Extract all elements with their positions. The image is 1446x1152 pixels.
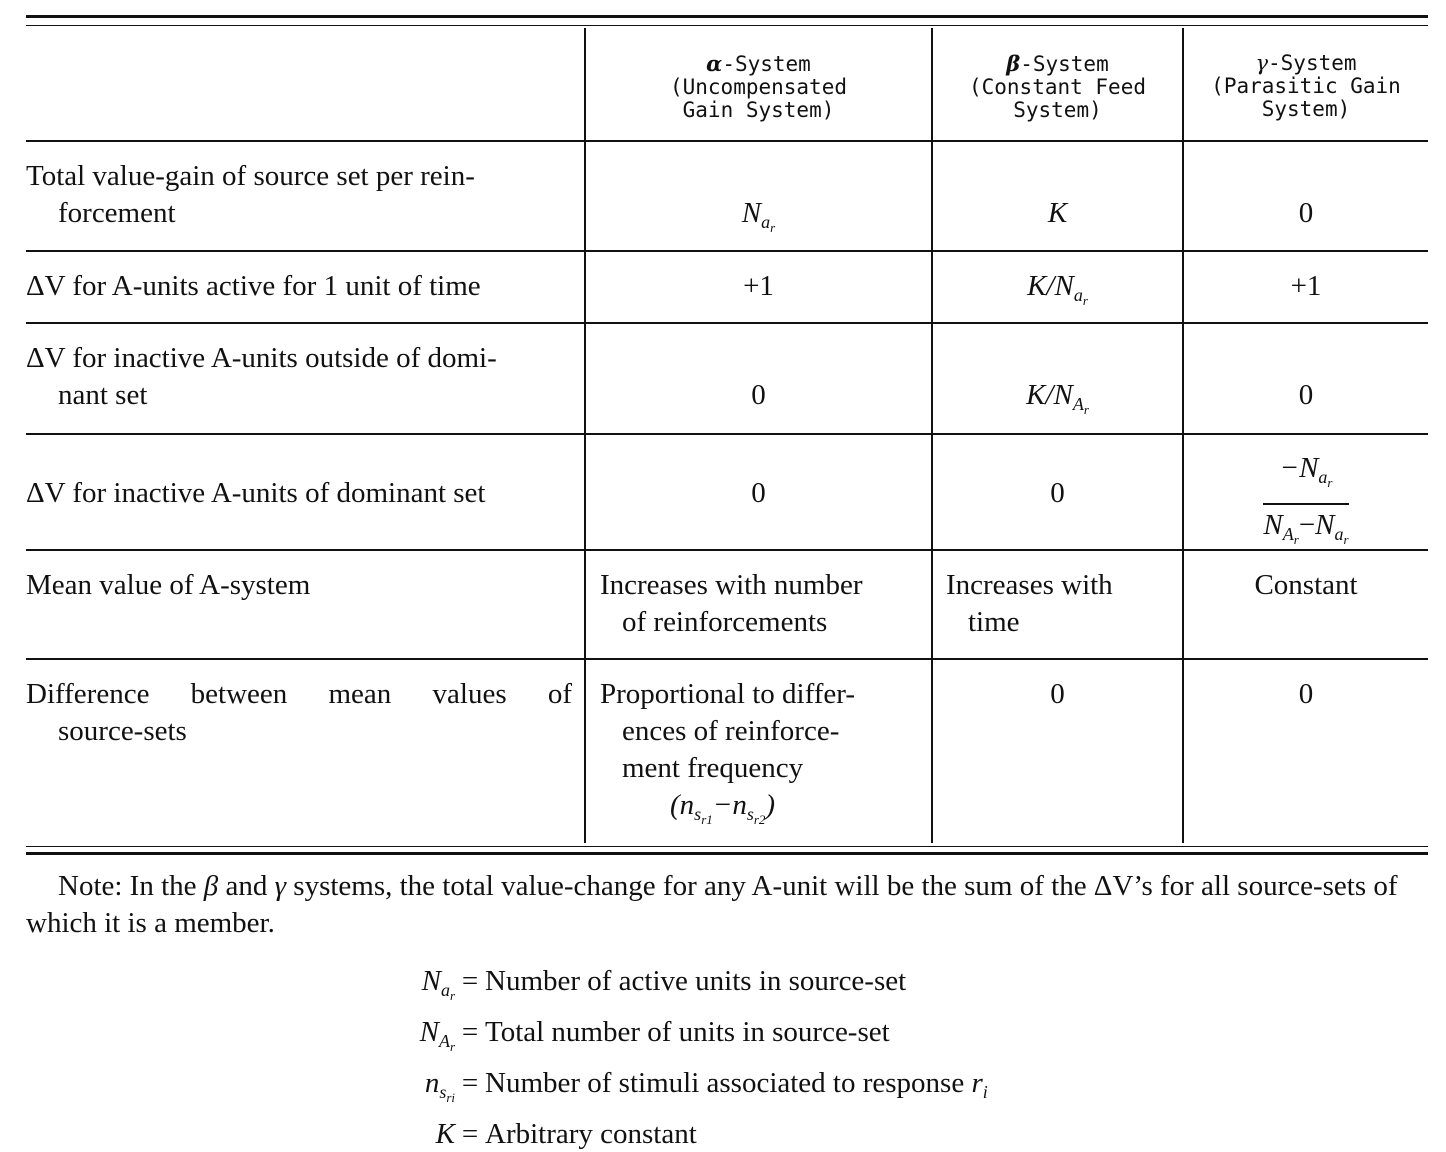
fraction-denominator: $N_{A_r}-N_{a_r}$ xyxy=(1263,509,1349,547)
row-label-6-line1: Difference between mean values of xyxy=(26,678,572,710)
column-header-beta xyxy=(935,52,1180,122)
legend-symbol: $N_{A_r}$ xyxy=(419,1016,455,1054)
cell-r1-beta: K xyxy=(1047,197,1068,229)
math-subscript: ar xyxy=(761,212,776,235)
row-label-1 xyxy=(26,158,582,232)
legend-row xyxy=(340,1116,988,1152)
row-label-3 xyxy=(26,340,582,414)
row-rule-5 xyxy=(26,658,1428,660)
legend-description: Arbitrary constant xyxy=(485,1118,697,1150)
cell-r5-alpha-line1: Increases with number xyxy=(600,569,863,601)
gamma-symbol: γ xyxy=(1255,51,1269,75)
alpha-symbol: α xyxy=(706,51,723,76)
column-header-gamma-line2: System) xyxy=(1261,97,1351,121)
symbol-legend xyxy=(340,963,988,1152)
row-label-2 xyxy=(26,268,582,305)
row-label-3-line1: ΔV for inactive A-units outside of domi- xyxy=(26,342,497,374)
column-header-alpha-line1: (Uncompensated xyxy=(669,75,847,99)
row-label-1-line1: Total value-gain of source set per rein- xyxy=(26,160,475,192)
cell-r3-beta xyxy=(935,377,1180,428)
column-header-alpha xyxy=(588,52,929,122)
legend-equals: = xyxy=(461,1016,479,1048)
cell-r6-alpha-line1: Proportional to differ- xyxy=(600,678,855,710)
row-label-6-line2: source-sets xyxy=(58,715,187,747)
row-label-4 xyxy=(26,475,582,512)
column-divider-3 xyxy=(1182,28,1184,843)
row-rule-2 xyxy=(26,322,1428,324)
cell-r6-alpha-line3: ment frequency xyxy=(622,752,804,784)
fraction-numerator: $-N_{a_r}$ xyxy=(1263,450,1348,505)
cell-r5-beta xyxy=(946,567,1178,641)
header-row-rule xyxy=(26,140,1428,142)
cell-r2-gamma: +1 xyxy=(1290,270,1322,302)
row-label-4-line1: ΔV for inactive A-units of dominant set xyxy=(26,477,486,509)
column-header-alpha-name: -System xyxy=(722,52,811,76)
cell-r6-alpha-formula: $(n_{s_{r1}}-n_{s_{r2}})$ xyxy=(670,789,776,827)
top-rule-thick xyxy=(26,15,1428,18)
cell-r3-gamma: 0 xyxy=(1298,379,1314,411)
fraction xyxy=(1263,450,1348,558)
legend-symbol: $N_{a_r}$ xyxy=(421,965,455,1003)
cell-r6-alpha xyxy=(600,676,927,838)
legend-row xyxy=(340,1065,988,1116)
cell-r2-alpha: +1 xyxy=(743,270,774,302)
cell-r4-beta: 0 xyxy=(1050,477,1065,509)
cell-r5-gamma: Constant xyxy=(1254,569,1358,601)
legend-description: Total number of units in source-set xyxy=(485,1016,890,1048)
legend-description: Number of stimuli associated to response $r_i$ xyxy=(485,1067,988,1102)
cell-r1-gamma: 0 xyxy=(1298,197,1314,229)
row-label-5 xyxy=(26,567,582,604)
cell-r5-beta-line2: time xyxy=(968,606,1020,638)
table-note: Note: In the β and γ systems, the total value-change for any A-unit will be the sum of the ΔV’s for all source-sets of which it is a member. xyxy=(26,870,1398,939)
math-prefix: K/ xyxy=(1027,270,1055,302)
legend-description: Number of active units in source-set xyxy=(485,965,907,997)
cell-r2-beta xyxy=(935,268,1180,319)
math-symbol: N xyxy=(1054,270,1074,302)
math-subscript: ar xyxy=(1073,285,1088,308)
row-rule-1 xyxy=(26,250,1428,252)
column-header-alpha-line2: Gain System) xyxy=(682,98,835,122)
legend-equals: = xyxy=(461,1118,479,1150)
row-label-1-line2: forcement xyxy=(58,197,176,229)
row-label-2-line1: ΔV for A-units active for 1 unit of time xyxy=(26,270,481,302)
column-header-gamma-name: -System xyxy=(1268,51,1357,75)
legend-symbol: K xyxy=(435,1118,455,1150)
math-subscript: Ar xyxy=(1072,394,1089,417)
bottom-rule-thin xyxy=(26,846,1428,847)
legend-equals: = xyxy=(461,1067,479,1099)
cell-r4-alpha: 0 xyxy=(751,477,766,509)
cell-r5-alpha xyxy=(600,567,927,641)
column-header-gamma-line1: (Parasitic Gain xyxy=(1211,74,1401,98)
column-header-beta-name: -System xyxy=(1020,52,1109,76)
beta-symbol: β xyxy=(1006,51,1021,76)
math-symbol: N xyxy=(741,197,762,229)
cell-r4-gamma xyxy=(1186,450,1426,558)
legend-equals: = xyxy=(461,965,479,997)
beta-symbol: β xyxy=(203,870,219,902)
legend-symbol: $n_{s_{ri}}$ xyxy=(424,1067,455,1105)
row-rule-3 xyxy=(26,433,1428,435)
cell-r5-beta-line1: Increases with xyxy=(946,569,1113,601)
cell-r1-alpha xyxy=(588,195,929,246)
column-header-beta-line2: System) xyxy=(1013,98,1102,122)
legend-row xyxy=(340,1014,988,1065)
cell-r5-alpha-line2: of reinforcements xyxy=(622,606,828,638)
cell-r6-gamma: 0 xyxy=(1298,678,1314,710)
cell-r6-beta: 0 xyxy=(1050,678,1065,710)
column-divider-2 xyxy=(931,28,933,843)
cell-r3-alpha: 0 xyxy=(751,379,766,411)
cell-r6-alpha-line2: ences of reinforce- xyxy=(622,715,840,747)
column-header-beta-line1: (Constant Feed xyxy=(968,75,1146,99)
gamma-symbol: γ xyxy=(274,870,287,902)
row-label-5-line1: Mean value of A-system xyxy=(26,569,311,601)
column-divider-1 xyxy=(584,28,586,843)
row-label-6 xyxy=(26,676,572,750)
bottom-rule-thick xyxy=(26,852,1428,855)
column-header-gamma xyxy=(1186,52,1426,121)
math-prefix: K/ xyxy=(1026,379,1054,411)
row-label-3-line2: nant set xyxy=(58,379,148,411)
top-rule-thin xyxy=(26,25,1428,26)
legend-row xyxy=(340,963,988,1014)
math-symbol: N xyxy=(1053,379,1073,411)
